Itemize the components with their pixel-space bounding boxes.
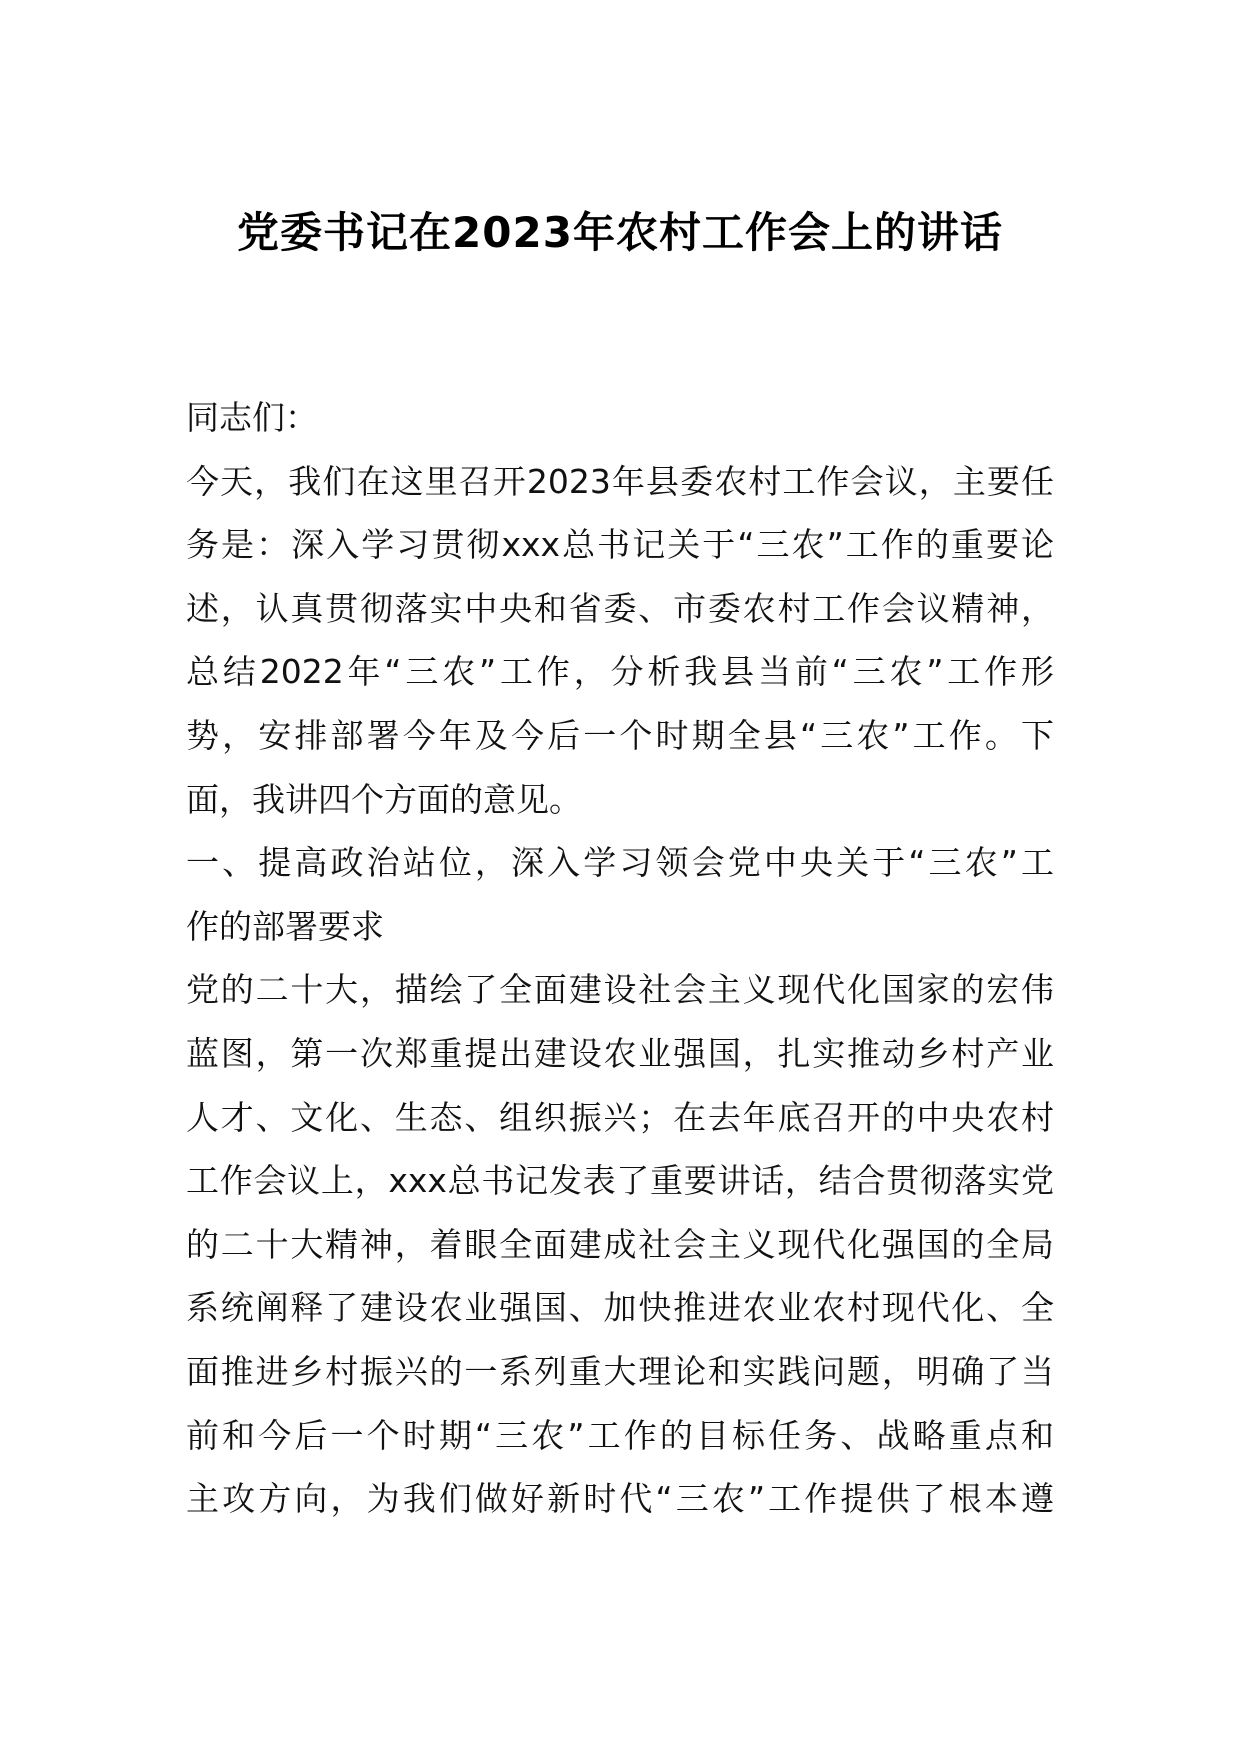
body-line: 势，安排部署今年及今后一个时期全县“三农”工作。下: [186, 715, 1054, 755]
body-line: 系统阐释了建设农业强国、加快推进农业农村现代化、全: [186, 1288, 1054, 1328]
body-line: 的二十大精神，着眼全面建成社会主义现代化强国的全局: [186, 1224, 1054, 1264]
salutation-line: 同志们：: [186, 398, 318, 437]
document-body: [186, 386, 1054, 1531]
body-line: 今天，我们在这里召开2023年县委农村工作会议，主要任: [186, 461, 1054, 501]
body-line: 述，认真贯彻落实中央和省委、市委农村工作会议精神，: [186, 588, 1054, 628]
body-line: 人才、文化、生态、组织振兴；在去年底召开的中央农村: [186, 1097, 1054, 1137]
body-line: 党的二十大，描绘了全面建设社会主义现代化国家的宏伟: [186, 970, 1054, 1010]
section-heading-line: 作的部署要求: [186, 906, 384, 946]
body-line: 面推进乡村振兴的一系列重大理论和实践问题，明确了当: [186, 1351, 1054, 1391]
body-line: 总结2022年“三农”工作，分析我县当前“三农”工作形: [186, 652, 1054, 692]
body-line: 主攻方向，为我们做好新时代“三农”工作提供了根本遵: [186, 1479, 1054, 1519]
body-line: 前和今后一个时期“三农”工作的目标任务、战略重点和: [186, 1415, 1054, 1455]
body-line: 蓝图，第一次郑重提出建设农业强国，扎实推动乡村产业: [186, 1033, 1054, 1073]
document-title: 党委书记在2023年农村工作会上的讲话: [237, 208, 1003, 257]
body-line: 面，我讲四个方面的意见。: [186, 779, 582, 819]
body-line: 务是：深入学习贯彻xxx总书记关于“三农”工作的重要论: [186, 525, 1054, 565]
section-heading-line: 一、提高政治站位，深入学习领会党中央关于“三农”工: [186, 843, 1054, 883]
body-line: 工作会议上，xxx总书记发表了重要讲话，结合贯彻落实党: [186, 1161, 1054, 1201]
